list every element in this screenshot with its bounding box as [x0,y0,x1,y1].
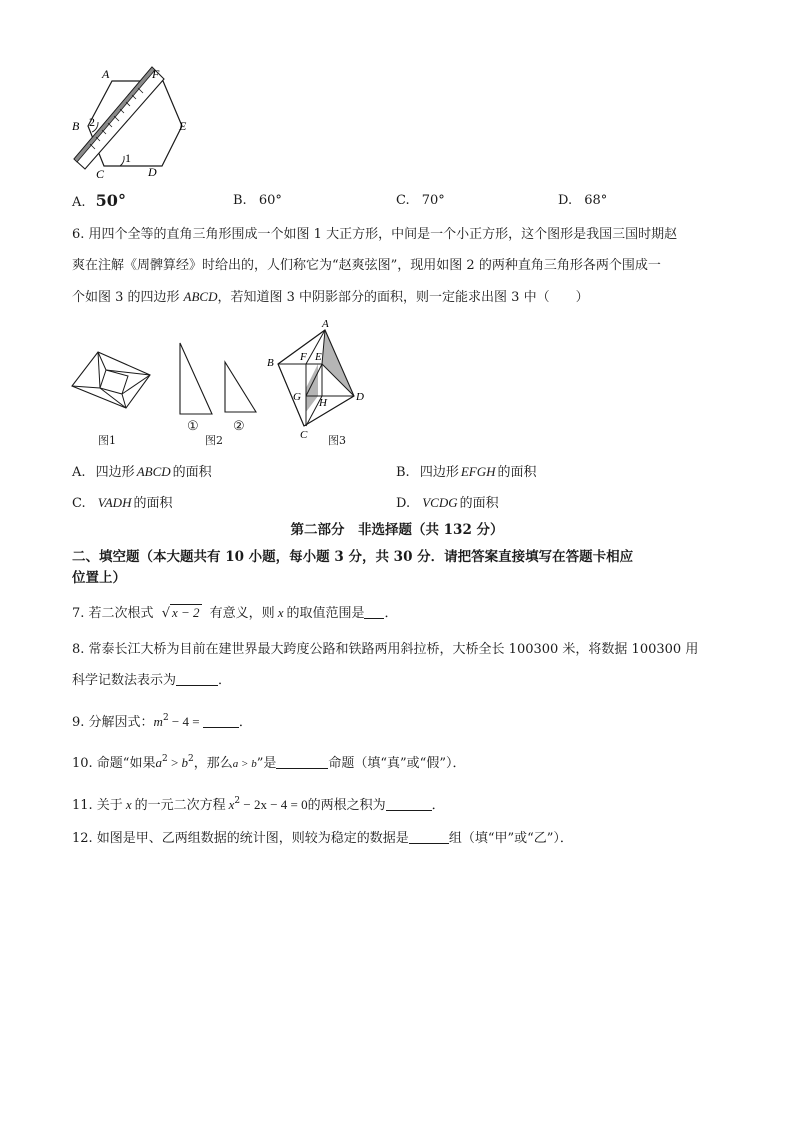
label-F: F [300,351,307,363]
answer-blank[interactable] [386,798,432,811]
q8-line-2: 科学记数法表示为 [72,673,177,688]
q5-figure [68,64,198,182]
q8-end: ． [218,673,232,688]
shaded-quad [306,364,318,412]
answer-blank[interactable] [364,606,384,619]
label-C: C [300,429,308,441]
q7-var: x [277,605,284,620]
q11-var: x [125,797,132,812]
label-H: H [319,397,327,409]
option-math: VCDG [422,495,458,510]
question-12 [72,830,573,848]
q10-gt: > [167,755,182,770]
option-post: 的面积 [497,465,537,480]
q10-post: ”是 [256,756,277,771]
option-letter: B. [233,193,247,208]
q6-line-2: 爽在注解《周髀算经》时给出的，人们称它为“赵爽弦图”，现用如图 2 的两种直角三角形各两个围成一 [72,258,661,273]
q10-end: 命题（填“真”或“假”）． [328,756,466,771]
option-value: 50° [95,191,126,210]
q6-figure-3-caption: 图3 [328,434,346,447]
q6-figure-2-tri1-label: ① [187,419,199,434]
label-D: D [356,391,364,403]
q7-post: 的取值范围是 [286,606,365,621]
q6-figure-2-tri2-label: ② [233,419,245,434]
answer-blank[interactable] [409,831,449,844]
option-letter: D. [558,193,573,208]
option-letter: B. [396,465,410,480]
option-value: 68° [584,193,608,208]
q11-eq-x: x [228,797,235,812]
q5-option-c[interactable] [396,192,445,210]
label-1: 1 [125,151,131,165]
label-C: C [96,167,105,181]
q6-line-3-pre: 个如图 3 的四边形 [72,290,180,305]
q6-option-d[interactable] [396,494,499,513]
label-E: E [315,351,322,363]
option-value: 70° [421,193,445,208]
q6-line-3-math: ABCD [183,289,218,304]
q9-pre: 9. 分解因式： [72,715,154,730]
q7-mid: 有意义，则 [209,606,275,621]
q6-option-a[interactable] [72,463,212,482]
q11-post: 的两根之积为 [307,798,386,813]
label-F: F [152,67,160,81]
option-post: 的面积 [459,496,499,511]
q9-rest: − 4 = [168,714,203,729]
ruler [74,67,164,169]
section-heading-line-2: 位置上） [72,570,126,586]
option-math: EFGH [460,464,496,479]
label-E: E [179,119,187,133]
option-letter: A. [72,195,86,210]
answer-blank[interactable] [276,756,328,769]
q10-exp-b: 2 [188,754,194,764]
radicand: x − 2 [171,605,200,620]
q11-end: ． [431,798,445,813]
question-9 [72,709,252,732]
section-heading-line-1: 二、填空题（本大题共有 10 小题，每小题 3 分，共 30 分．请把答案直接填写在答题卡相应 [72,549,634,565]
q12-pre: 12. 如图是甲、乙两组数据的统计图，则较为稳定的数据是 [72,831,409,846]
option-letter: C. [72,496,86,511]
q10-a: a [155,755,162,770]
label-D: D [148,165,157,179]
question-8-line-1: 8. 常泰长江大桥为目前在建世界最大跨度公路和铁路两用斜拉桥，大桥全长 100300 米，将数据 100300 用 [72,642,699,657]
option-post: 的面积 [172,465,212,480]
question-11 [72,792,445,815]
q6-figure-3 [262,316,374,442]
answer-blank[interactable] [203,715,239,728]
q6-option-c[interactable] [72,494,172,513]
q11-pre: 11. 关于 [72,798,123,813]
part2-title: 第二部分 非选择题（共 132 分） [290,522,504,538]
option-letter: D. [396,496,411,511]
q6-line-3 [72,288,589,307]
sqrt-expression [162,604,202,623]
q7-pre: 7. 若二次根式 [72,606,154,621]
q11-mid: 的一元二次方程 [134,798,226,813]
option-letter: C. [396,193,410,208]
option-post: 的面积 [133,496,173,511]
option-letter: A. [72,465,86,480]
q11-eq-rest: − 2x − 4 = 0 [240,797,308,812]
q9-end: ． [238,715,252,730]
radical-sign: √ [161,606,170,621]
option-math: VADH [97,495,132,510]
triangle-2 [225,362,256,412]
question-8-line-2 [72,672,231,690]
label-B: B [72,119,80,133]
option-pre: 四边形 [419,465,459,480]
label-A: A [322,318,329,330]
question-10 [72,750,465,773]
q6-figure-1-caption: 图1 [98,434,116,447]
triangle-1 [180,343,212,414]
question-7 [72,604,398,623]
q10-exp-a: 2 [161,754,168,764]
option-math: ABCD [136,464,171,479]
q5-option-b[interactable] [233,192,282,210]
q5-option-a[interactable] [72,192,126,212]
outer-square [72,352,150,408]
q6-figure-2-caption: 图2 [205,434,223,447]
label-G: G [293,391,301,403]
q7-end: ． [384,606,398,621]
q6-figure-2 [170,340,266,420]
q9-exponent: 2 [162,713,169,723]
q6-line-1: 6. 用四个全等的直角三角形围成一个如图 1 大正方形，中间是一个小正方形，这个图形是我国三国时期赵 [72,227,678,242]
q6-line-3-post: ，若知道图 3 中阴影部分的面积，则一定能求出图 3 中（ ） [217,290,589,305]
q6-figure-1 [70,350,154,420]
q12-end: 组（填“甲”或“乙”）． [448,831,573,846]
q10-b: b [181,755,189,770]
q6-option-b[interactable] [396,463,537,482]
inner-square [100,370,128,394]
angle-1-arc [120,156,124,166]
q5-option-d[interactable] [558,192,607,210]
q9-var: m [153,714,163,729]
option-pre: 四边形 [95,465,135,480]
q11-exp: 2 [234,796,241,806]
option-value: 60° [258,193,282,208]
q10-pre: 10. 命题“如果 [72,756,156,771]
q10-mid: ，那么 [193,756,233,771]
label-2: 2 [89,115,95,129]
label-B: B [267,357,274,369]
label-A: A [102,67,110,81]
q10-cond: a > b [232,758,257,770]
answer-blank[interactable] [176,673,218,686]
